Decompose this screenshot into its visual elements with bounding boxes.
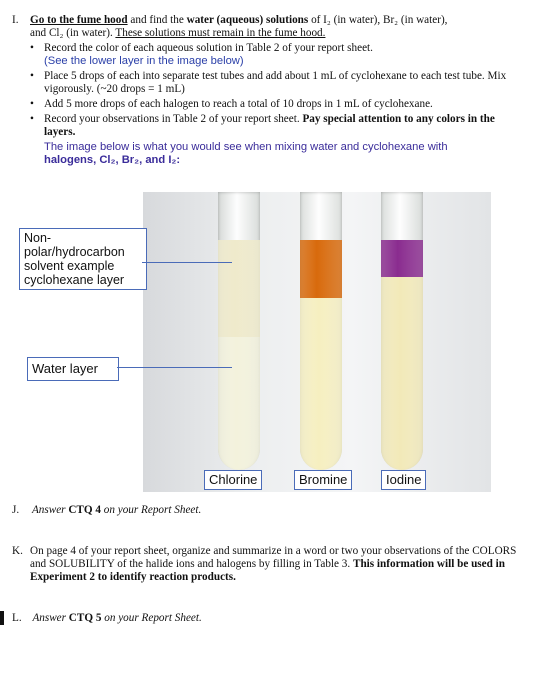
section-i [12, 14, 532, 40]
margin-mark [0, 611, 4, 625]
answer-rest-text: on your Report Sheet. [104, 612, 202, 624]
tube-label-text: Chlorine [209, 472, 258, 487]
image-note [44, 141, 516, 167]
instruction-text: and Cl₂ (in water). [30, 27, 116, 39]
bullet-text: Place 5 drops of each into separate test tubes and add about 1 mL of cyclohexane to each test tube. Mix vigorously. (~20 drops = 1 mL) [44, 70, 507, 95]
bromine-label [294, 470, 352, 490]
water-pointer-line [117, 367, 232, 368]
answer-rest-text: on your Report Sheet. [103, 504, 202, 516]
test-tubes-photo [143, 192, 491, 492]
organic-pointer-line [142, 262, 232, 263]
bullet-bold-text: Pay special attention to any colors in the layers. [44, 113, 495, 138]
organic-layer [381, 240, 423, 277]
bullet-text: Add 5 more drops of each halogen to reach a total of 10 drops in 1 mL of cyclohexane. [44, 98, 433, 110]
section-k [12, 545, 517, 584]
image-note-line: halogens, Cl₂, Br₂, and I₂: [44, 154, 181, 166]
image-note-line: The image below is what you would see when mixing water and cyclohexane with [44, 141, 448, 153]
section-k-bold-text: This information will be used in Experiment 2 to identify reaction products. [30, 558, 505, 583]
water-layer [300, 298, 342, 470]
bullet-text: Record the color of each aqueous solution in Table 2 of your report sheet. [44, 42, 373, 54]
section-letter: L. [12, 612, 22, 624]
list-item: • Record your observations in Table 2 of your report sheet. Pay special attention to any colors in the layers. [30, 113, 495, 138]
section-l [12, 612, 202, 625]
tube-label-text: Iodine [386, 472, 422, 487]
fume-hood-text: Go to the fume hood [30, 14, 128, 26]
section-letter: J. [12, 504, 20, 516]
test-tube-chlorine [218, 192, 260, 470]
organic-layer [300, 240, 342, 298]
instruction-text: and find the [127, 14, 187, 26]
iodine-label [381, 470, 426, 490]
ctq-text: CTQ 4 [68, 504, 101, 516]
answer-text: Answer [32, 612, 66, 624]
water-layer [218, 337, 260, 470]
test-tube-iodine [381, 192, 423, 470]
water-solutions-text: water (aqueous) solutions [186, 14, 309, 26]
bullet-text: Record your observations in Table 2 of your report sheet. [44, 113, 303, 125]
water-layer-callout [27, 357, 119, 381]
organic-layer [218, 240, 260, 337]
bullet-list [26, 42, 516, 167]
section-j [12, 504, 201, 517]
section-letter: K. [12, 545, 23, 557]
ctq-text: CTQ 5 [68, 612, 102, 624]
water-layer-label: Water layer [32, 361, 98, 376]
test-tube-bromine [300, 192, 342, 470]
chlorine-label [204, 470, 262, 490]
instruction-text: of I₂ (in water), Br₂ (in water), [308, 14, 448, 26]
list-item: • Place 5 drops of each into separate test tubes and add about 1 mL of cyclohexane to each test tube. Mix vigorously. (~20 drops = 1 mL) [30, 70, 507, 95]
tube-label-text: Bromine [299, 472, 348, 487]
organic-layer-label: Non-polar/hydrocarbon solvent example cyclohexane layer [24, 231, 125, 287]
bullet-subtext: (See the lower layer in the image below) [44, 55, 244, 67]
water-layer [381, 277, 423, 470]
fume-hood-warning: These solutions must remain in the fume hood. [115, 27, 326, 39]
organic-layer-callout [19, 228, 147, 290]
section-k-text: On page 4 of your report sheet, organize and summarize in a word or two your observations of the COLORS and SOLUBILITY of the halide ions and halogens by filling in Table 3. [30, 545, 517, 570]
section-letter: I. [12, 14, 19, 26]
list-item: • Add 5 more drops of each halogen to reach a total of 10 drops in 1 mL of cyclohexane. [30, 98, 433, 110]
list-item: • Record the color of each aqueous solution in Table 2 of your report sheet. (See the lower layer in the image below) [30, 42, 373, 67]
answer-text: Answer [31, 504, 66, 516]
